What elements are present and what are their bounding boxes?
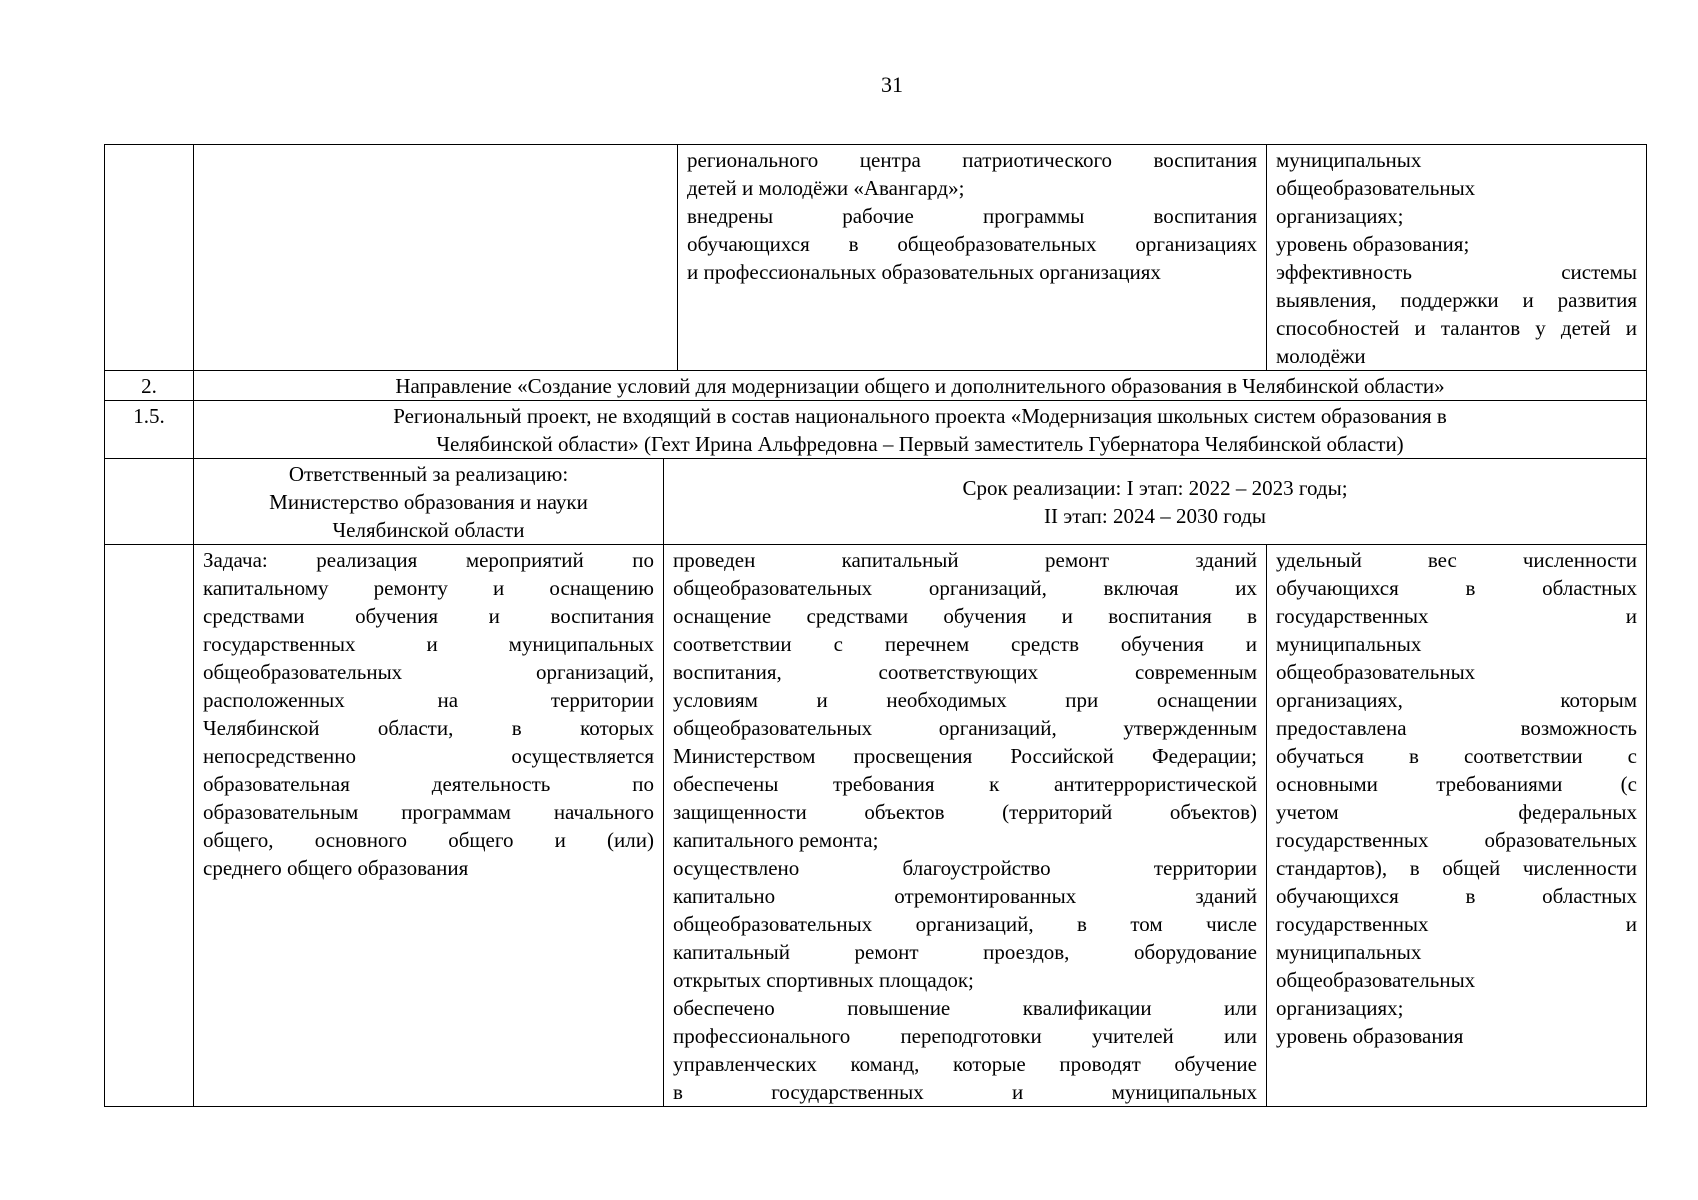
text-line: и профессиональных образовательных организациях [687, 260, 1161, 284]
text-line: осуществлено благоустройство территории [673, 856, 1257, 880]
number-cell [105, 145, 194, 371]
row-number: 1.5. [105, 401, 194, 459]
text-line: регионального центра патриотического воспитания [687, 148, 1257, 172]
text-line: в государственных и муниципальных [673, 1080, 1257, 1104]
text-line: защищенности объектов (территорий объектов) [673, 800, 1257, 824]
text-line: открытых спортивных площадок; [673, 968, 974, 992]
text-line: профессионального переподготовки учителей или [673, 1024, 1257, 1048]
program-table [104, 144, 1647, 1107]
text-line: обучающихся в областных [1276, 576, 1637, 600]
text-line: непосредственно осуществляется [203, 744, 654, 768]
text-line: муниципальных [1276, 148, 1422, 172]
text-line: государственных образовательных [1276, 828, 1637, 852]
text-line: капитально отремонтированных зданий [673, 884, 1257, 908]
result-text [687, 146, 1257, 286]
responsible-line: Ответственный за реализацию: [288, 462, 569, 486]
table-row [105, 459, 1647, 545]
text-line: государственных и муниципальных [203, 632, 654, 656]
text-line: эффективность системы [1276, 260, 1637, 284]
indicator-text [1276, 546, 1637, 1050]
text-line: общеобразовательных [1276, 176, 1476, 200]
page-number: 31 [881, 72, 903, 97]
text-line: предоставлена возможность [1276, 716, 1637, 740]
indicator-cell [1267, 545, 1647, 1107]
project-heading-line: Челябинской области» (Гехт Ирина Альфредовна – Первый заместитель Губернатора Челябинской области) [436, 432, 1404, 456]
text-line: расположенных на территории [203, 688, 654, 712]
responsible-line: Министерство образования и науки [269, 490, 588, 514]
text-line: Министерством просвещения Российской Федерации; [673, 744, 1257, 768]
text-line: организациях, которым [1276, 688, 1637, 712]
number-cell [105, 545, 194, 1107]
text-line: общеобразовательных организаций, [203, 660, 654, 684]
text-line: средствами обучения и воспитания [203, 604, 654, 628]
text-line: обучающихся в общеобразовательных организациях [687, 232, 1257, 256]
table-row [105, 145, 1647, 371]
text-line: капитального ремонта; [673, 828, 879, 852]
text-line: организациях; [1276, 204, 1404, 228]
result-text [673, 546, 1257, 1106]
text-line: капитальному ремонту и оснащению [203, 576, 654, 600]
indicator-text [1276, 146, 1637, 370]
responsible-cell [194, 459, 664, 545]
table-row [105, 371, 1647, 401]
term-line: Срок реализации: I этап: 2022 – 2023 годы; [962, 476, 1348, 500]
text-line: условиям и необходимых при оснащении [673, 688, 1257, 712]
text-line: обеспечены требования к антитеррористической [673, 772, 1257, 796]
text-line: общеобразовательных [1276, 660, 1476, 684]
text-line: общеобразовательных организаций, включая их [673, 576, 1257, 600]
result-cell [678, 145, 1267, 371]
text-line: внедрены рабочие программы воспитания [687, 204, 1257, 228]
text-line: общеобразовательных организаций, утвержденным [673, 716, 1257, 740]
text-line: молодёжи [1276, 344, 1366, 368]
text-line: Челябинской области, в которых [203, 716, 654, 740]
text-line: проведен капитальный ремонт зданий [673, 548, 1257, 572]
text-line: государственных и [1276, 604, 1637, 628]
text-line: муниципальных [1276, 632, 1422, 656]
task-cell [194, 145, 678, 371]
text-line: обучаться в соответствии с [1276, 744, 1637, 768]
project-heading-line: Региональный проект, не входящий в состав национального проекта «Модернизация школьных систем образования в [393, 404, 1447, 428]
project-heading [194, 401, 1647, 459]
text-line: учетом федеральных [1276, 800, 1637, 824]
result-cell [664, 545, 1267, 1107]
text-line: воспитания, соответствующих современным [673, 660, 1257, 684]
text-line: основными требованиями (с [1276, 772, 1637, 796]
term-cell [664, 459, 1647, 545]
direction-heading: Направление «Создание условий для модернизации общего и дополнительного образования в Челябинской области» [194, 371, 1647, 401]
text-line: стандартов), в общей численности [1276, 856, 1637, 880]
text-line: образовательная деятельность по [203, 772, 654, 796]
text-line: удельный вес численности [1276, 548, 1637, 572]
text-line: муниципальных [1276, 940, 1422, 964]
text-line: соответствии с перечнем средств обучения и [673, 632, 1257, 656]
text-line: оснащение средствами обучения и воспитания в [673, 604, 1257, 628]
text-line: общеобразовательных [1276, 968, 1476, 992]
table-row [105, 401, 1647, 459]
task-text [203, 546, 654, 882]
text-line: организациях; [1276, 996, 1404, 1020]
table-row [105, 545, 1647, 1107]
text-line: способностей и талантов у детей и [1276, 316, 1637, 340]
text-line: капитальный ремонт проездов, оборудование [673, 940, 1257, 964]
text-line: управленческих команд, которые проводят обучение [673, 1052, 1257, 1076]
task-cell [194, 545, 664, 1107]
text-line: государственных и [1276, 912, 1637, 936]
text-line: уровень образования [1276, 1024, 1464, 1048]
text-line: выявления, поддержки и развития [1276, 288, 1637, 312]
text-line: общеобразовательных организаций, в том числе [673, 912, 1257, 936]
text-line: обучающихся в областных [1276, 884, 1637, 908]
row-number: 2. [105, 371, 194, 401]
text-line: среднего общего образования [203, 856, 469, 880]
term-line: II этап: 2024 – 2030 годы [1043, 504, 1267, 528]
text-line: детей и молодёжи «Авангард»; [687, 176, 965, 200]
responsible-line: Челябинской области [332, 518, 525, 542]
text-line: образовательным программам начального [203, 800, 654, 824]
text-line: общего, основного общего и (или) [203, 828, 654, 852]
text-line: уровень образования; [1276, 232, 1470, 256]
text-line: обеспечено повышение квалификации или [673, 996, 1257, 1020]
number-cell [105, 459, 194, 545]
indicator-cell [1267, 145, 1647, 371]
text-line: Задача: реализация мероприятий по [203, 548, 654, 572]
